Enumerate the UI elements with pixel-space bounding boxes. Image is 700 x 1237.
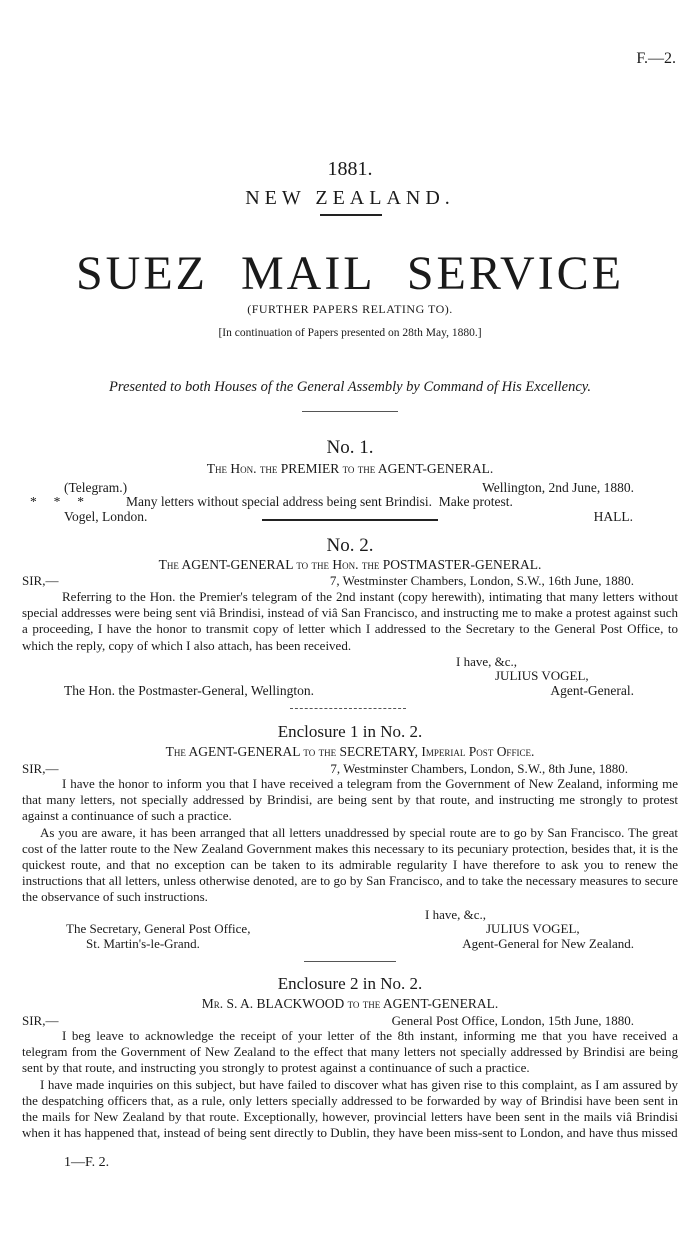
no2-heading: No. 2.	[326, 535, 374, 556]
title-divider	[320, 214, 382, 216]
enc2-paragraph-1: I beg leave to acknowledge the receipt of your letter of the 8th instant, informing me that you have received a telegram from the Government of New Zealand to the effect that many letters not specially addressed by Brindisi are being sent by that route, and instructing you strongly to protest against a continuance of such a practice.	[22, 1028, 678, 1076]
enc1-from-to: The AGENT-GENERAL to the SECRETARY, Imperial Post Office.	[165, 744, 535, 759]
no2-body	[22, 589, 678, 654]
year: 1881.	[327, 158, 373, 180]
enc1-salutation: SIR,—	[22, 761, 59, 776]
enc2-salutation: SIR,—	[22, 1013, 59, 1028]
enc1-divider	[304, 961, 396, 962]
enc1-body	[22, 776, 678, 906]
no1-from-to: The Hon. the PREMIER to the AGENT-GENERAL.	[206, 461, 494, 476]
section-divider	[302, 411, 398, 412]
no1-message: Many letters without special address being sent Brindisi. Make protest.	[126, 494, 513, 509]
no1-divider	[262, 519, 438, 521]
enc2-from-to: Mr. S. A. BLACKWOOD to the AGENT-GENERAL.	[201, 996, 499, 1011]
document-title: SUEZ MAIL SERVICE	[75, 247, 625, 300]
no1-place-date: Wellington, 2nd June, 1880.	[482, 480, 634, 495]
no2-addressee: The Hon. the Postmaster-General, Wellington.	[64, 683, 314, 698]
signature-mark: 1—F. 2.	[64, 1155, 110, 1170]
no1-heading: No. 1.	[326, 437, 374, 458]
no2-signer-title: Agent-General.	[550, 683, 634, 698]
enc1-addressee-1: The Secretary, General Post Office,	[66, 921, 251, 936]
enc1-signer: JULIUS VOGEL,	[486, 921, 580, 936]
page-reference: F.—2.	[636, 50, 676, 67]
enc2-address-date: General Post Office, London, 15th June, 1880.	[391, 1013, 634, 1028]
enc2-heading: Enclosure 2 in No. 2.	[277, 974, 423, 993]
continuation-note: [In continuation of Papers presented on 28th May, 1880.]	[218, 327, 482, 339]
no1-asterisks: * * *	[30, 494, 84, 509]
no2-signer: JULIUS VOGEL,	[495, 668, 589, 683]
enc1-closing: I have, &c.,	[425, 907, 487, 922]
enc1-paragraph-1: I have the honor to inform you that I have received a telegram from the Government of New Zealand, informing me that many letters, not specially addressed by Brindisi, are being sent by that route, and instructing me strongly to protest against a continuance of such a practice.	[22, 776, 678, 824]
no1-addressee: Vogel, London.	[64, 509, 148, 524]
no1-signature: HALL.	[593, 509, 633, 524]
no2-closing: I have, &c.,	[456, 654, 518, 669]
document-subtitle: (FURTHER PAPERS RELATING TO).	[247, 302, 453, 316]
enc1-heading: Enclosure 1 in No. 2.	[277, 722, 423, 741]
enc1-signer-title: Agent-General for New Zealand.	[462, 936, 634, 951]
enc2-paragraph-2: I have made inquiries on this subject, but have failed to discover what has given rise to this complaint, as I am assured by the despatching officers that, as a rule, only letters specially addressed to be forwarded by way of Brindisi have been sent in the mails for New Zealand by that route. Exceptionally, however, provincial letters have been sent in the mails viâ Brindisi when it has happened that, instead of being sent directly to Dublin, they have been miss-sent to London, and have thus missed	[22, 1076, 678, 1141]
enc1-addressee-2: St. Martin's-le-Grand.	[86, 936, 200, 951]
no2-from-to: The AGENT-GENERAL to the Hon. the POSTMASTER-GENERAL.	[158, 557, 542, 572]
enc1-paragraph-2: As you are aware, it has been arranged that all letters unaddressed by special route are to go by San Francisco. The great cost of the latter route to the New Zealand Government makes this necessary to its pecuniary protection, besides that, it is the quickest route, and that no exception can be taken to its admirable regularity I have therefore to ask you to renew the instructions that all letters, unless otherwise denoted, are to go by San Francisco, and to take the necessary measures to secure the observance of such instructions.	[22, 824, 678, 905]
no2-address-date: 7, Westminster Chambers, London, S.W., 16th June, 1880.	[329, 573, 634, 588]
presentation-line: Presented to both Houses of the General Assembly by Command of His Excellency.	[108, 379, 592, 395]
no2-salutation: SIR,—	[22, 573, 59, 588]
country: NEW ZEALAND.	[245, 187, 455, 209]
enc1-address-date: 7, Westminster Chambers, London, S.W., 8th June, 1880.	[330, 761, 628, 776]
no2-paragraph: Referring to the Hon. the Premier's telegram of the 2nd instant (copy herewith), intimating that many letters without special addresses were being sent viâ Brindisi, instead of viâ San Francisco, and instructing me to make a protest against such a proceeding, I have the honor to transmit copy of letter which I addressed to the Secretary to the General Post Office, to which the reply, copy of which I also attach, has been received.	[22, 589, 678, 653]
enc2-body	[22, 1028, 678, 1141]
no1-telegram-label: (Telegram.)	[64, 480, 128, 495]
no2-divider	[290, 708, 406, 709]
